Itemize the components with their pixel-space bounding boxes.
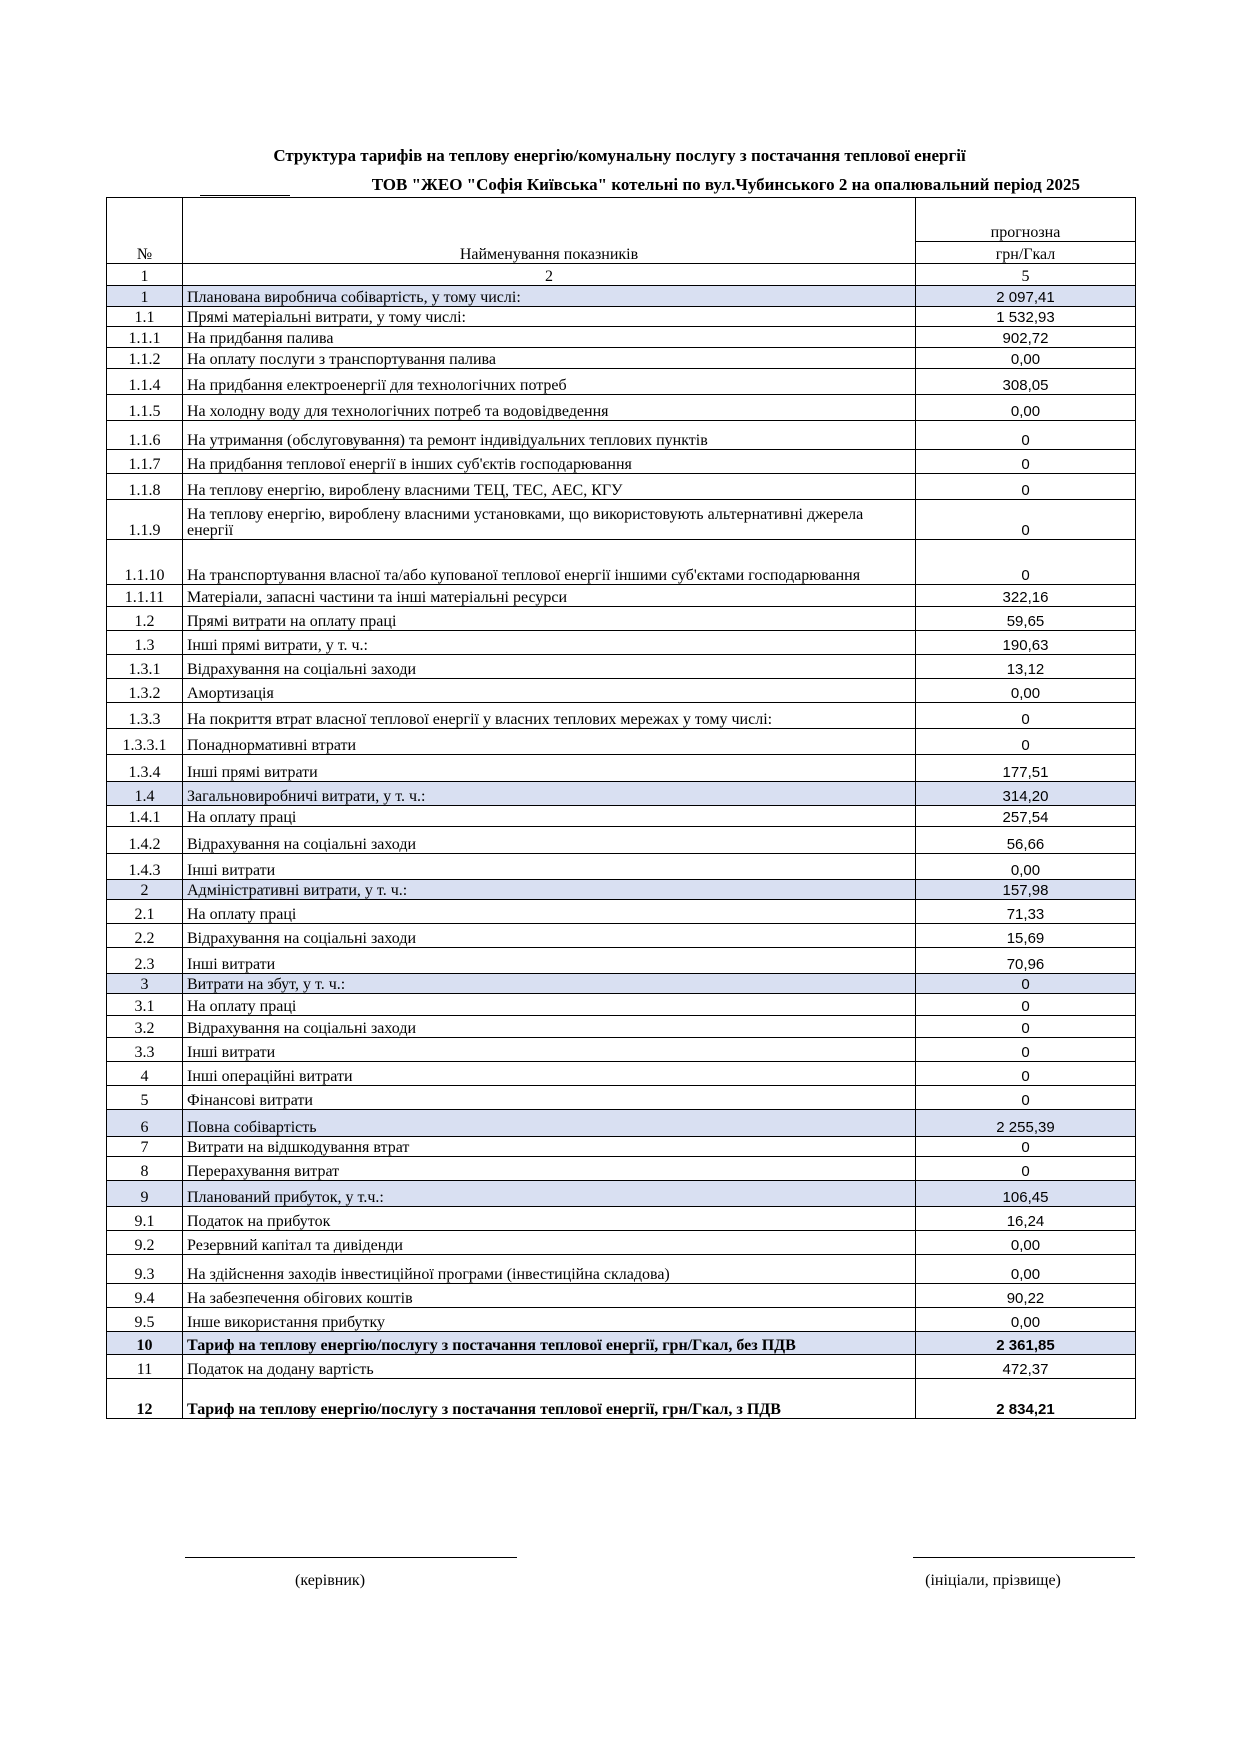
table-row: [107, 755, 1136, 782]
table-row: [107, 1016, 1136, 1038]
row-indicator-name: На покриття втрат власної теплової енергії у власних теплових мережах у тому числі:: [183, 703, 916, 729]
row-number: 12: [107, 1379, 183, 1419]
table-row: [107, 540, 1136, 585]
row-value: 0,00: [916, 1255, 1136, 1284]
row-indicator-name: Відрахування на соціальні заходи: [183, 1016, 916, 1038]
row-value: 15,69: [916, 924, 1136, 948]
row-number: 9: [107, 1181, 183, 1207]
row-value: 2 255,39: [916, 1110, 1136, 1137]
table-row: [107, 924, 1136, 948]
row-value: 0: [916, 1157, 1136, 1181]
table-row: [107, 307, 1136, 327]
row-value: 902,72: [916, 327, 1136, 348]
table-row: [107, 994, 1136, 1016]
row-indicator-name: Інші витрати: [183, 948, 916, 974]
row-indicator-name: Планований прибуток, у т.ч.:: [183, 1181, 916, 1207]
row-value: 1 532,93: [916, 307, 1136, 327]
row-number: 1.1.7: [107, 450, 183, 474]
row-indicator-name: Витрати на збут, у т. ч.:: [183, 974, 916, 994]
row-indicator-name: На транспортування власної та/або купованої теплової енергії іншими суб'єктами господарювання: [183, 540, 916, 585]
signature-line-name: [913, 1557, 1135, 1558]
row-value: 257,54: [916, 806, 1136, 827]
row-indicator-name: На холодну воду для технологічних потреб та водовідведення: [183, 395, 916, 421]
table-row: [107, 450, 1136, 474]
row-number: 1.1.2: [107, 348, 183, 369]
row-indicator-name: Амортизація: [183, 679, 916, 703]
row-number: 1.1.1: [107, 327, 183, 348]
row-value: 2 097,41: [916, 286, 1136, 307]
row-number: 5: [107, 1086, 183, 1110]
table-row: [107, 679, 1136, 703]
document-title-line1: Структура тарифів на теплову енергію/комунальну послугу з постачання теплової енергії: [273, 146, 966, 165]
table-row: [107, 1255, 1136, 1284]
row-indicator-name: Перерахування витрат: [183, 1157, 916, 1181]
row-value: 0: [916, 1062, 1136, 1086]
table-row: [107, 880, 1136, 900]
row-value: 2 361,85: [916, 1332, 1136, 1355]
table-row: [107, 655, 1136, 679]
header-forecast: прогнозна: [916, 198, 1136, 242]
row-number: 2.2: [107, 924, 183, 948]
table-row: [107, 782, 1136, 806]
row-indicator-name: Тариф на теплову енергію/послугу з постачання теплової енергії, грн/Гкал, з ПДВ: [183, 1379, 916, 1419]
row-number: 1.4.2: [107, 827, 183, 854]
header-unit: грн/Гкал: [916, 242, 1136, 264]
row-indicator-name: На теплову енергію, вироблену власними установками, що використовують альтернативні джерела енергії: [183, 500, 916, 540]
table-row: [107, 1038, 1136, 1062]
row-number: 9.2: [107, 1231, 183, 1255]
table-row: [107, 703, 1136, 729]
row-value: 308,05: [916, 369, 1136, 395]
row-indicator-name: Податок на додану вартість: [183, 1355, 916, 1379]
row-number: 1.1.5: [107, 395, 183, 421]
row-number: 10: [107, 1332, 183, 1355]
row-number: 2.1: [107, 900, 183, 924]
row-value: 90,22: [916, 1284, 1136, 1308]
table-row: [107, 1181, 1136, 1207]
row-number: 3.1: [107, 994, 183, 1016]
row-indicator-name: Фінансові витрати: [183, 1086, 916, 1110]
row-indicator-name: На забезпечення обігових коштів: [183, 1284, 916, 1308]
row-indicator-name: Адміністративні витрати, у т. ч.:: [183, 880, 916, 900]
row-value: 472,37: [916, 1355, 1136, 1379]
row-value: 0: [916, 703, 1136, 729]
table-row: [107, 1157, 1136, 1181]
row-number: 1.3.3: [107, 703, 183, 729]
row-value: 0: [916, 974, 1136, 994]
table-row: [107, 974, 1136, 994]
row-value: 0: [916, 540, 1136, 585]
row-value: 59,65: [916, 607, 1136, 631]
table-row: [107, 1137, 1136, 1157]
row-value: 0: [916, 474, 1136, 500]
row-number: 1.3.4: [107, 755, 183, 782]
row-number: 1.4.1: [107, 806, 183, 827]
table-row: [107, 1062, 1136, 1086]
table-row: [107, 585, 1136, 607]
row-value: 0: [916, 1038, 1136, 1062]
row-value: 0,00: [916, 395, 1136, 421]
row-indicator-name: Прямі витрати на оплату праці: [183, 607, 916, 631]
row-value: 0: [916, 729, 1136, 755]
row-indicator-name: Інші прямі витрати: [183, 755, 916, 782]
table-row: [107, 395, 1136, 421]
row-number: 1: [107, 286, 183, 307]
row-value: 177,51: [916, 755, 1136, 782]
row-value: 314,20: [916, 782, 1136, 806]
signature-line-head: [185, 1557, 517, 1558]
row-indicator-name: Тариф на теплову енергію/послугу з постачання теплової енергії, грн/Гкал, без ПДВ: [183, 1332, 916, 1355]
table-row: [107, 1110, 1136, 1137]
row-indicator-name: На здійснення заходів інвестиційної програми (інвестиційна складова): [183, 1255, 916, 1284]
row-indicator-name: Відрахування на соціальні заходи: [183, 827, 916, 854]
row-number: 1.3: [107, 631, 183, 655]
table-row: [107, 854, 1136, 880]
row-indicator-name: На теплову енергію, вироблену власними ТЕЦ, ТЕС, АЕС, КГУ: [183, 474, 916, 500]
table-row: [107, 474, 1136, 500]
row-indicator-name: Прямі матеріальні витрати, у тому числі:: [183, 307, 916, 327]
row-number: 1.3.3.1: [107, 729, 183, 755]
table-row: [107, 369, 1136, 395]
row-indicator-name: Інші витрати: [183, 1038, 916, 1062]
table-row: [107, 1086, 1136, 1110]
row-value: 0: [916, 1086, 1136, 1110]
row-indicator-name: На оплату праці: [183, 900, 916, 924]
row-value: 2 834,21: [916, 1379, 1136, 1419]
row-value: 0,00: [916, 854, 1136, 880]
row-value: 70,96: [916, 948, 1136, 974]
row-number: 9.5: [107, 1308, 183, 1332]
document-title-line2: ТОВ "ЖЕО "Софія Київська" котельні по вул.Чубинського 2 на опалювальний період 2025: [371, 175, 1080, 194]
row-value: 0: [916, 500, 1136, 540]
row-indicator-name: Витрати на відшкодування втрат: [183, 1137, 916, 1157]
row-number: 7: [107, 1137, 183, 1157]
row-number: 2.3: [107, 948, 183, 974]
row-value: 0,00: [916, 1231, 1136, 1255]
header-number: №: [107, 198, 183, 264]
row-value: 190,63: [916, 631, 1136, 655]
row-value: 13,12: [916, 655, 1136, 679]
row-value: 0: [916, 1137, 1136, 1157]
table-row: [107, 827, 1136, 854]
row-number: 1.1.4: [107, 369, 183, 395]
row-value: 56,66: [916, 827, 1136, 854]
table-row: [107, 327, 1136, 348]
row-indicator-name: На придбання теплової енергії в інших суб'єктів господарювання: [183, 450, 916, 474]
row-number: 6: [107, 1110, 183, 1137]
table-row: [107, 900, 1136, 924]
row-indicator-name: Інші витрати: [183, 854, 916, 880]
row-number: 1.1.11: [107, 585, 183, 607]
row-indicator-name: Планована виробнича собівартість, у тому числі:: [183, 286, 916, 307]
row-value: 322,16: [916, 585, 1136, 607]
row-value: 0,00: [916, 348, 1136, 369]
table-row: [107, 806, 1136, 827]
row-value: 0,00: [916, 679, 1136, 703]
row-number: 11: [107, 1355, 183, 1379]
table-row: [107, 1379, 1136, 1419]
row-number: 1.3.1: [107, 655, 183, 679]
header-index-number: 1: [107, 264, 183, 286]
table-row: [107, 607, 1136, 631]
row-number: 3: [107, 974, 183, 994]
row-number: 9.1: [107, 1207, 183, 1231]
row-number: 1.4: [107, 782, 183, 806]
row-indicator-name: Інші операційні витрати: [183, 1062, 916, 1086]
row-number: 1.1.6: [107, 421, 183, 450]
row-number: 8: [107, 1157, 183, 1181]
row-indicator-name: Інші прямі витрати, у т. ч.:: [183, 631, 916, 655]
table-row: [107, 729, 1136, 755]
row-number: 1.1.10: [107, 540, 183, 585]
row-indicator-name: Інше використання прибутку: [183, 1308, 916, 1332]
row-indicator-name: На утримання (обслуговування) та ремонт індивідуальних теплових пунктів: [183, 421, 916, 450]
row-indicator-name: Матеріали, запасні частини та інші матеріальні ресурси: [183, 585, 916, 607]
row-number: 1.1: [107, 307, 183, 327]
title-underline: [200, 195, 290, 196]
row-number: 2: [107, 880, 183, 900]
row-number: 9.3: [107, 1255, 183, 1284]
row-indicator-name: Резервний капітал та дивіденди: [183, 1231, 916, 1255]
row-value: 0: [916, 994, 1136, 1016]
row-indicator-name: На придбання палива: [183, 327, 916, 348]
row-indicator-name: Відрахування на соціальні заходи: [183, 924, 916, 948]
row-number: 1.1.9: [107, 500, 183, 540]
table-row: [107, 1355, 1136, 1379]
row-value: 71,33: [916, 900, 1136, 924]
signature-label-name: (ініціали, прізвище): [925, 1572, 1061, 1589]
row-number: 9.4: [107, 1284, 183, 1308]
table-row: [107, 1207, 1136, 1231]
row-indicator-name: Податок на прибуток: [183, 1207, 916, 1231]
row-number: 1.4.3: [107, 854, 183, 880]
header-index-name: 2: [183, 264, 916, 286]
row-number: 4: [107, 1062, 183, 1086]
row-value: 106,45: [916, 1181, 1136, 1207]
row-indicator-name: Повна собівартість: [183, 1110, 916, 1137]
row-value: 157,98: [916, 880, 1136, 900]
header-indicator-name: Найменування показників: [183, 198, 916, 264]
table-row: [107, 631, 1136, 655]
row-value: 0: [916, 450, 1136, 474]
table-row: [107, 1231, 1136, 1255]
table-row: [107, 948, 1136, 974]
table-row: [107, 1308, 1136, 1332]
tariff-structure-table: [106, 197, 1136, 1419]
table-row: [107, 348, 1136, 369]
row-number: 1.2: [107, 607, 183, 631]
row-number: 1.1.8: [107, 474, 183, 500]
row-indicator-name: Відрахування на соціальні заходи: [183, 655, 916, 679]
signature-label-head: (керівник): [294, 1572, 366, 1589]
row-indicator-name: На оплату праці: [183, 994, 916, 1016]
row-number: 1.3.2: [107, 679, 183, 703]
row-number: 3.3: [107, 1038, 183, 1062]
table-row: [107, 1284, 1136, 1308]
row-value: 0: [916, 1016, 1136, 1038]
row-value: 0: [916, 421, 1136, 450]
row-number: 3.2: [107, 1016, 183, 1038]
row-value: 16,24: [916, 1207, 1136, 1231]
table-row: [107, 500, 1136, 540]
row-indicator-name: На оплату праці: [183, 806, 916, 827]
table-row: [107, 1332, 1136, 1355]
table-row: [107, 286, 1136, 307]
header-index-value: 5: [916, 264, 1136, 286]
table-row: [107, 421, 1136, 450]
row-indicator-name: Понаднормативні втрати: [183, 729, 916, 755]
row-indicator-name: На оплату послуги з транспортування палива: [183, 348, 916, 369]
row-indicator-name: Загальновиробничі витрати, у т. ч.:: [183, 782, 916, 806]
row-indicator-name: На придбання електроенергії для технологічних потреб: [183, 369, 916, 395]
row-value: 0,00: [916, 1308, 1136, 1332]
